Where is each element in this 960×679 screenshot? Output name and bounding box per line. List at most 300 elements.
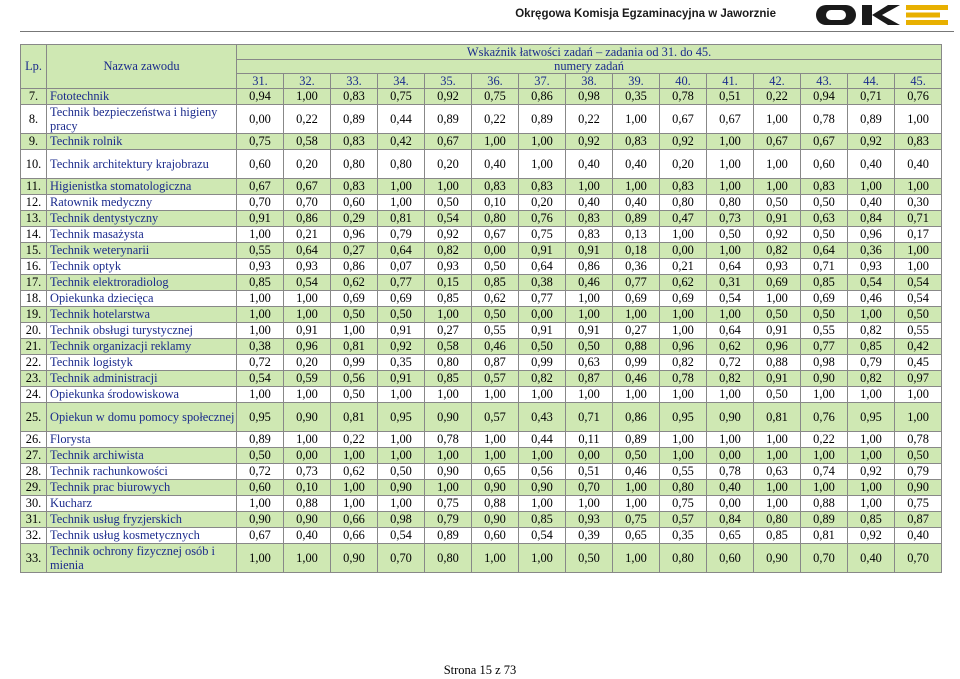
easiness-value: 0,96 bbox=[284, 339, 331, 355]
easiness-value: 0,71 bbox=[895, 211, 942, 227]
table-row bbox=[21, 243, 942, 259]
easiness-value: 1,00 bbox=[848, 179, 895, 195]
easiness-value: 0,69 bbox=[801, 291, 848, 307]
easiness-value: 1,00 bbox=[472, 432, 519, 448]
table-row bbox=[21, 371, 942, 387]
easiness-value: 0,89 bbox=[848, 105, 895, 134]
profession-name: Technik organizacji reklamy bbox=[47, 339, 237, 355]
easiness-value: 0,81 bbox=[754, 403, 801, 432]
easiness-value: 0,78 bbox=[660, 371, 707, 387]
easiness-value: 0,97 bbox=[895, 371, 942, 387]
easiness-value: 1,00 bbox=[284, 307, 331, 323]
header-task-numbers-label: numery zadań bbox=[237, 60, 942, 74]
easiness-value: 0,70 bbox=[237, 195, 284, 211]
easiness-value: 1,00 bbox=[895, 179, 942, 195]
easiness-value: 1,00 bbox=[660, 323, 707, 339]
easiness-value: 1,00 bbox=[378, 179, 425, 195]
easiness-value: 0,83 bbox=[801, 179, 848, 195]
profession-name: Opiekunka środowiskowa bbox=[47, 387, 237, 403]
easiness-value: 1,00 bbox=[895, 243, 942, 259]
easiness-value: 1,00 bbox=[895, 403, 942, 432]
easiness-value: 0,75 bbox=[895, 496, 942, 512]
profession-name: Technik administracji bbox=[47, 371, 237, 387]
easiness-value: 0,94 bbox=[237, 89, 284, 105]
easiness-value: 0,00 bbox=[660, 243, 707, 259]
easiness-value: 0,91 bbox=[754, 211, 801, 227]
easiness-value: 0,91 bbox=[566, 243, 613, 259]
easiness-value: 0,88 bbox=[284, 496, 331, 512]
easiness-value: 0,89 bbox=[237, 432, 284, 448]
easiness-value: 0,54 bbox=[848, 275, 895, 291]
easiness-value: 0,62 bbox=[472, 291, 519, 307]
easiness-value: 0,79 bbox=[848, 355, 895, 371]
easiness-value: 0,67 bbox=[660, 105, 707, 134]
profession-name: Technik rachunkowości bbox=[47, 464, 237, 480]
profession-name: Technik optyk bbox=[47, 259, 237, 275]
easiness-value: 1,00 bbox=[660, 387, 707, 403]
easiness-value: 0,90 bbox=[331, 544, 378, 573]
row-number: 30. bbox=[21, 496, 47, 512]
easiness-value: 0,50 bbox=[566, 339, 613, 355]
easiness-value: 1,00 bbox=[284, 291, 331, 307]
easiness-value: 0,64 bbox=[378, 243, 425, 259]
easiness-value: 1,00 bbox=[519, 448, 566, 464]
easiness-value: 0,20 bbox=[425, 150, 472, 179]
easiness-value: 0,13 bbox=[613, 227, 660, 243]
easiness-value: 1,00 bbox=[754, 150, 801, 179]
easiness-value: 0,99 bbox=[331, 355, 378, 371]
profession-name: Technik prac biurowych bbox=[47, 480, 237, 496]
easiness-value: 1,00 bbox=[472, 544, 519, 573]
easiness-value: 0,00 bbox=[707, 448, 754, 464]
easiness-value: 0,60 bbox=[237, 150, 284, 179]
easiness-value: 0,95 bbox=[237, 403, 284, 432]
easiness-value: 0,22 bbox=[566, 105, 613, 134]
profession-name: Kucharz bbox=[47, 496, 237, 512]
easiness-value: 1,00 bbox=[660, 307, 707, 323]
easiness-value: 1,00 bbox=[378, 496, 425, 512]
easiness-value: 0,92 bbox=[848, 528, 895, 544]
easiness-value: 0,90 bbox=[284, 403, 331, 432]
easiness-value: 0,93 bbox=[754, 259, 801, 275]
easiness-value: 0,77 bbox=[613, 275, 660, 291]
profession-name: Technik hotelarstwa bbox=[47, 307, 237, 323]
easiness-value: 0,50 bbox=[566, 544, 613, 573]
easiness-value: 0,50 bbox=[754, 307, 801, 323]
easiness-value: 0,78 bbox=[660, 89, 707, 105]
easiness-value: 0,95 bbox=[848, 403, 895, 432]
easiness-value: 0,44 bbox=[519, 432, 566, 448]
easiness-value: 0,85 bbox=[472, 275, 519, 291]
easiness-value: 0,50 bbox=[707, 227, 754, 243]
row-number: 7. bbox=[21, 89, 47, 105]
easiness-value: 0,76 bbox=[801, 403, 848, 432]
profession-name: Technik archiwista bbox=[47, 448, 237, 464]
easiness-value: 0,75 bbox=[472, 89, 519, 105]
easiness-value: 0,40 bbox=[848, 544, 895, 573]
easiness-value: 0,80 bbox=[707, 195, 754, 211]
easiness-value: 0,58 bbox=[284, 134, 331, 150]
table-row bbox=[21, 432, 942, 448]
easiness-value: 0,40 bbox=[613, 150, 660, 179]
easiness-value: 0,50 bbox=[801, 307, 848, 323]
easiness-value: 1,00 bbox=[660, 227, 707, 243]
table-row bbox=[21, 179, 942, 195]
easiness-value: 0,46 bbox=[613, 371, 660, 387]
easiness-value: 0,77 bbox=[519, 291, 566, 307]
table-row bbox=[21, 211, 942, 227]
easiness-value: 0,56 bbox=[519, 464, 566, 480]
easiness-value: 1,00 bbox=[848, 480, 895, 496]
easiness-value: 1,00 bbox=[754, 179, 801, 195]
easiness-value: 0,80 bbox=[331, 150, 378, 179]
easiness-value: 1,00 bbox=[848, 387, 895, 403]
easiness-value: 0,86 bbox=[566, 259, 613, 275]
easiness-value: 0,66 bbox=[331, 512, 378, 528]
easiness-value: 0,70 bbox=[284, 195, 331, 211]
easiness-value: 0,80 bbox=[660, 480, 707, 496]
easiness-value: 1,00 bbox=[237, 544, 284, 573]
easiness-value: 0,85 bbox=[848, 512, 895, 528]
easiness-value: 1,00 bbox=[707, 134, 754, 150]
table-row bbox=[21, 291, 942, 307]
easiness-value: 0,90 bbox=[519, 480, 566, 496]
easiness-value: 0,40 bbox=[472, 150, 519, 179]
easiness-value: 0,54 bbox=[519, 528, 566, 544]
easiness-value: 0,80 bbox=[378, 150, 425, 179]
easiness-value: 0,83 bbox=[472, 179, 519, 195]
easiness-value: 0,60 bbox=[707, 544, 754, 573]
easiness-value: 0,90 bbox=[284, 512, 331, 528]
easiness-value: 0,77 bbox=[378, 275, 425, 291]
easiness-value: 0,92 bbox=[754, 227, 801, 243]
easiness-value: 0,20 bbox=[660, 150, 707, 179]
easiness-value: 0,81 bbox=[801, 528, 848, 544]
easiness-value: 0,91 bbox=[754, 323, 801, 339]
table-row bbox=[21, 339, 942, 355]
easiness-value: 1,00 bbox=[754, 105, 801, 134]
profession-name: Technik dentystyczny bbox=[47, 211, 237, 227]
easiness-value: 1,00 bbox=[425, 480, 472, 496]
easiness-value: 1,00 bbox=[895, 387, 942, 403]
easiness-value: 1,00 bbox=[237, 291, 284, 307]
easiness-value: 0,90 bbox=[895, 480, 942, 496]
easiness-value: 0,90 bbox=[472, 512, 519, 528]
easiness-value: 0,83 bbox=[566, 211, 613, 227]
row-number: 22. bbox=[21, 355, 47, 371]
easiness-value: 0,27 bbox=[613, 323, 660, 339]
easiness-value: 0,85 bbox=[237, 275, 284, 291]
easiness-value: 1,00 bbox=[425, 307, 472, 323]
easiness-value: 1,00 bbox=[378, 448, 425, 464]
task-number-header: 43. bbox=[801, 74, 848, 89]
profession-name: Technik bezpieczeństwa i higieny pracy bbox=[47, 105, 237, 134]
easiness-value: 0,91 bbox=[519, 323, 566, 339]
easiness-value: 0,83 bbox=[519, 179, 566, 195]
easiness-value: 0,50 bbox=[472, 307, 519, 323]
easiness-value: 0,64 bbox=[801, 243, 848, 259]
easiness-value: 0,75 bbox=[660, 496, 707, 512]
easiness-value: 0,67 bbox=[237, 179, 284, 195]
easiness-value: 0,47 bbox=[660, 211, 707, 227]
easiness-value: 0,67 bbox=[754, 134, 801, 150]
easiness-value: 0,89 bbox=[425, 105, 472, 134]
easiness-value: 0,87 bbox=[566, 371, 613, 387]
easiness-value: 0,85 bbox=[801, 275, 848, 291]
easiness-value: 0,65 bbox=[707, 528, 754, 544]
profession-name: Fototechnik bbox=[47, 89, 237, 105]
easiness-value: 0,57 bbox=[660, 512, 707, 528]
easiness-value: 0,62 bbox=[660, 275, 707, 291]
table-row bbox=[21, 134, 942, 150]
row-number: 25. bbox=[21, 403, 47, 432]
easiness-value: 1,00 bbox=[754, 448, 801, 464]
easiness-value: 0,62 bbox=[331, 275, 378, 291]
row-number: 27. bbox=[21, 448, 47, 464]
easiness-value: 0,42 bbox=[378, 134, 425, 150]
easiness-value: 0,29 bbox=[331, 211, 378, 227]
easiness-value: 0,71 bbox=[848, 89, 895, 105]
easiness-value: 1,00 bbox=[613, 307, 660, 323]
easiness-value: 0,89 bbox=[613, 211, 660, 227]
easiness-value: 1,00 bbox=[472, 448, 519, 464]
easiness-value: 0,27 bbox=[331, 243, 378, 259]
easiness-value: 0,67 bbox=[472, 227, 519, 243]
easiness-value: 0,76 bbox=[519, 211, 566, 227]
easiness-value: 0,85 bbox=[754, 528, 801, 544]
easiness-value: 0,92 bbox=[378, 339, 425, 355]
easiness-value: 0,54 bbox=[425, 211, 472, 227]
header-rule bbox=[20, 31, 954, 32]
easiness-value: 0,80 bbox=[472, 211, 519, 227]
easiness-value: 1,00 bbox=[519, 134, 566, 150]
easiness-value: 0,60 bbox=[801, 150, 848, 179]
easiness-value: 0,11 bbox=[566, 432, 613, 448]
easiness-value: 0,86 bbox=[284, 211, 331, 227]
row-number: 15. bbox=[21, 243, 47, 259]
easiness-value: 1,00 bbox=[707, 150, 754, 179]
task-number-header: 34. bbox=[378, 74, 425, 89]
table-row bbox=[21, 275, 942, 291]
easiness-value: 0,51 bbox=[566, 464, 613, 480]
easiness-value: 1,00 bbox=[472, 387, 519, 403]
easiness-value: 0,46 bbox=[848, 291, 895, 307]
easiness-value: 0,73 bbox=[707, 211, 754, 227]
easiness-value: 1,00 bbox=[613, 387, 660, 403]
easiness-value: 1,00 bbox=[284, 387, 331, 403]
easiness-value: 0,89 bbox=[519, 105, 566, 134]
easiness-value: 1,00 bbox=[425, 448, 472, 464]
easiness-value: 0,83 bbox=[331, 179, 378, 195]
header-profession bbox=[47, 45, 237, 89]
row-number: 18. bbox=[21, 291, 47, 307]
easiness-value: 0,75 bbox=[613, 512, 660, 528]
easiness-value: 0,91 bbox=[378, 323, 425, 339]
easiness-value: 1,00 bbox=[754, 432, 801, 448]
easiness-value: 1,00 bbox=[848, 448, 895, 464]
row-number: 16. bbox=[21, 259, 47, 275]
easiness-value: 0,50 bbox=[331, 387, 378, 403]
easiness-value: 0,75 bbox=[519, 227, 566, 243]
easiness-value: 1,00 bbox=[519, 496, 566, 512]
profession-name: Higienistka stomatologiczna bbox=[47, 179, 237, 195]
easiness-value: 0,00 bbox=[707, 496, 754, 512]
easiness-value: 0,38 bbox=[519, 275, 566, 291]
easiness-value: 1,00 bbox=[566, 307, 613, 323]
easiness-value: 1,00 bbox=[284, 432, 331, 448]
easiness-value: 0,40 bbox=[848, 195, 895, 211]
easiness-value: 1,00 bbox=[707, 432, 754, 448]
easiness-value: 0,38 bbox=[237, 339, 284, 355]
easiness-value: 0,70 bbox=[801, 544, 848, 573]
row-number: 29. bbox=[21, 480, 47, 496]
easiness-value: 0,91 bbox=[237, 211, 284, 227]
easiness-value: 0,93 bbox=[566, 512, 613, 528]
easiness-value: 0,57 bbox=[472, 403, 519, 432]
easiness-value: 0,21 bbox=[284, 227, 331, 243]
easiness-value: 0,46 bbox=[613, 464, 660, 480]
task-number-header: 31. bbox=[237, 74, 284, 89]
easiness-value: 0,40 bbox=[566, 150, 613, 179]
easiness-value: 0,50 bbox=[378, 307, 425, 323]
easiness-value: 0,62 bbox=[707, 339, 754, 355]
easiness-value: 1,00 bbox=[801, 448, 848, 464]
easiness-value: 0,93 bbox=[425, 259, 472, 275]
easiness-value: 0,79 bbox=[425, 512, 472, 528]
easiness-value: 0,91 bbox=[284, 323, 331, 339]
easiness-value: 0,94 bbox=[801, 89, 848, 105]
easiness-value: 1,00 bbox=[472, 134, 519, 150]
table-row bbox=[21, 227, 942, 243]
easiness-value: 1,00 bbox=[566, 179, 613, 195]
task-number-header: 37. bbox=[519, 74, 566, 89]
easiness-value: 0,83 bbox=[566, 227, 613, 243]
easiness-value: 1,00 bbox=[566, 291, 613, 307]
easiness-value: 0,67 bbox=[425, 134, 472, 150]
table-row bbox=[21, 464, 942, 480]
easiness-value: 0,92 bbox=[425, 227, 472, 243]
row-number: 20. bbox=[21, 323, 47, 339]
easiness-value: 0,98 bbox=[566, 89, 613, 105]
easiness-value: 0,20 bbox=[284, 150, 331, 179]
task-number-header: 40. bbox=[660, 74, 707, 89]
easiness-value: 0,00 bbox=[284, 448, 331, 464]
easiness-value: 0,55 bbox=[895, 323, 942, 339]
easiness-value: 1,00 bbox=[519, 544, 566, 573]
easiness-value: 0,99 bbox=[519, 355, 566, 371]
easiness-value: 0,95 bbox=[378, 403, 425, 432]
easiness-value: 0,45 bbox=[895, 355, 942, 371]
table-row bbox=[21, 512, 942, 528]
easiness-value: 1,00 bbox=[284, 544, 331, 573]
easiness-value: 1,00 bbox=[237, 387, 284, 403]
easiness-value: 0,85 bbox=[519, 512, 566, 528]
profession-name: Opiekunka dziecięca bbox=[47, 291, 237, 307]
easiness-value: 0,96 bbox=[848, 227, 895, 243]
easiness-value: 0,58 bbox=[425, 339, 472, 355]
easiness-value: 0,70 bbox=[895, 544, 942, 573]
easiness-value: 0,40 bbox=[284, 528, 331, 544]
easiness-value: 0,81 bbox=[378, 211, 425, 227]
table-row bbox=[21, 105, 942, 134]
easiness-value: 0,31 bbox=[707, 275, 754, 291]
easiness-value: 1,00 bbox=[284, 89, 331, 105]
easiness-value: 0,81 bbox=[331, 403, 378, 432]
easiness-value: 0,69 bbox=[754, 275, 801, 291]
easiness-value: 0,18 bbox=[613, 243, 660, 259]
easiness-value: 0,67 bbox=[707, 105, 754, 134]
easiness-value: 0,78 bbox=[801, 105, 848, 134]
easiness-value: 0,64 bbox=[707, 323, 754, 339]
easiness-value: 1,00 bbox=[660, 448, 707, 464]
table-row bbox=[21, 387, 942, 403]
easiness-value: 0,22 bbox=[754, 89, 801, 105]
easiness-value: 0,00 bbox=[472, 243, 519, 259]
easiness-value: 1,00 bbox=[613, 179, 660, 195]
row-number: 24. bbox=[21, 387, 47, 403]
easiness-value: 1,00 bbox=[237, 307, 284, 323]
easiness-value: 0,54 bbox=[895, 275, 942, 291]
easiness-value: 0,83 bbox=[895, 134, 942, 150]
easiness-value: 0,55 bbox=[237, 243, 284, 259]
easiness-value: 1,00 bbox=[848, 307, 895, 323]
easiness-value: 0,54 bbox=[378, 528, 425, 544]
easiness-value: 0,96 bbox=[754, 339, 801, 355]
easiness-value: 0,46 bbox=[566, 275, 613, 291]
easiness-value: 0,92 bbox=[660, 134, 707, 150]
easiness-value: 0,91 bbox=[519, 243, 566, 259]
easiness-value: 1,00 bbox=[707, 179, 754, 195]
easiness-value: 0,82 bbox=[754, 243, 801, 259]
easiness-value: 0,69 bbox=[660, 291, 707, 307]
page-header bbox=[0, 0, 960, 34]
header-group-title: Wskaźnik łatwości zadań – zadania od 31. do 45. bbox=[237, 45, 942, 60]
easiness-value: 0,65 bbox=[472, 464, 519, 480]
row-number: 31. bbox=[21, 512, 47, 528]
easiness-value: 0,62 bbox=[331, 464, 378, 480]
easiness-value: 0,75 bbox=[378, 89, 425, 105]
easiness-value: 0,83 bbox=[613, 134, 660, 150]
easiness-value: 0,78 bbox=[707, 464, 754, 480]
easiness-value: 0,76 bbox=[895, 89, 942, 105]
easiness-value: 0,89 bbox=[801, 512, 848, 528]
task-number-header: 35. bbox=[425, 74, 472, 89]
easiness-value: 0,98 bbox=[801, 355, 848, 371]
easiness-value: 0,86 bbox=[519, 89, 566, 105]
easiness-value: 0,82 bbox=[848, 371, 895, 387]
easiness-value: 0,21 bbox=[660, 259, 707, 275]
profession-name: Ratownik medyczny bbox=[47, 195, 237, 211]
easiness-value: 0,50 bbox=[378, 464, 425, 480]
easiness-value: 0,43 bbox=[519, 403, 566, 432]
easiness-value: 0,90 bbox=[472, 480, 519, 496]
easiness-value: 0,88 bbox=[613, 339, 660, 355]
easiness-value: 0,39 bbox=[566, 528, 613, 544]
profession-name: Florysta bbox=[47, 432, 237, 448]
easiness-value: 0,89 bbox=[331, 105, 378, 134]
oke-logo bbox=[814, 2, 950, 28]
easiness-value: 1,00 bbox=[331, 496, 378, 512]
easiness-value: 0,81 bbox=[331, 339, 378, 355]
easiness-value: 0,60 bbox=[237, 480, 284, 496]
easiness-value: 0,83 bbox=[331, 89, 378, 105]
row-number: 19. bbox=[21, 307, 47, 323]
easiness-value: 0,80 bbox=[660, 195, 707, 211]
easiness-value: 0,65 bbox=[613, 528, 660, 544]
easiness-value: 1,00 bbox=[613, 544, 660, 573]
easiness-value: 0,90 bbox=[378, 480, 425, 496]
easiness-value: 0,90 bbox=[801, 371, 848, 387]
